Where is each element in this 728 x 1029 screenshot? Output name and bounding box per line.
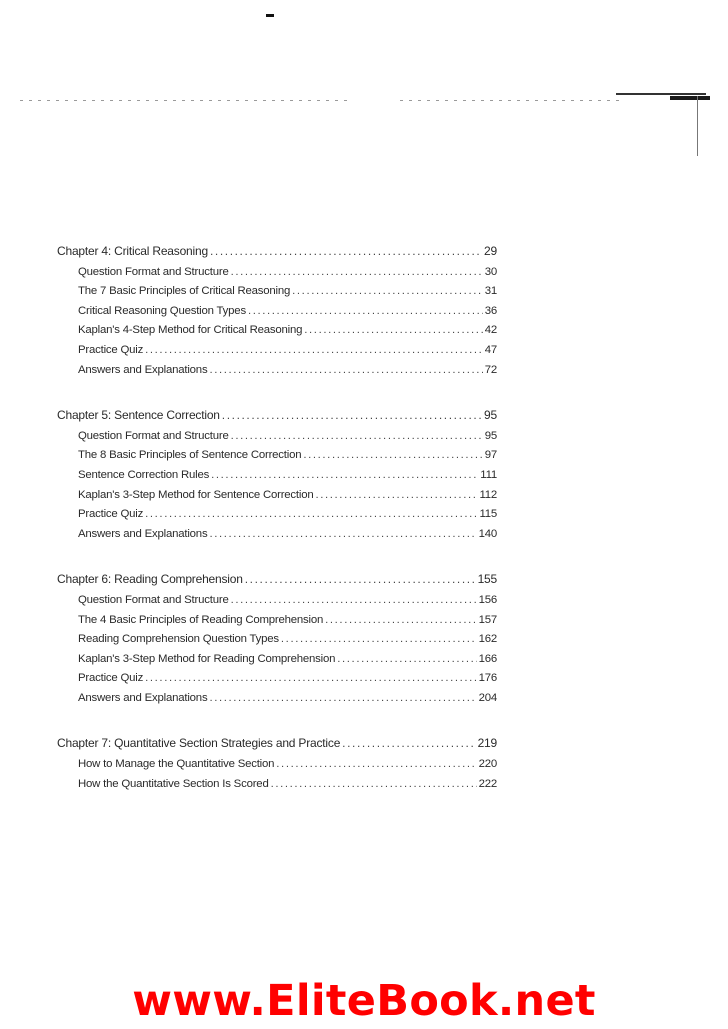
toc-chapter [57,570,497,708]
entry-title: Answers and Explanations [78,691,208,704]
leader-dots [209,689,476,709]
entry-title: Practice Quiz [78,343,144,356]
toc-chapter-heading[interactable] [57,570,497,590]
leader-dots [271,775,477,795]
leader-dots [276,755,476,775]
leader-dots [315,486,477,506]
entry-title: Sentence Correction Rules [78,468,210,481]
leader-dots [281,630,477,650]
entry-title: Kaplan's 4-Step Method for Critical Reasoning [78,324,303,337]
toc-entry[interactable] [57,755,497,775]
entry-page-number: 30 [484,265,497,278]
scan-edge-vertical [697,96,698,156]
entry-page-number: 156 [478,593,497,606]
toc-entry[interactable] [57,263,497,283]
toc-entry[interactable] [57,525,497,545]
leader-dots [292,282,483,302]
entry-page-number: 112 [479,488,497,501]
leader-dots [145,669,476,689]
entry-title: The 8 Basic Principles of Sentence Correction [78,449,302,462]
scan-edge-rule-dark [670,96,710,100]
toc-entry[interactable] [57,505,497,525]
toc-entry[interactable] [57,775,497,795]
entry-page-number: 31 [484,285,497,298]
entry-page-number: 220 [478,758,497,771]
chapter-title: Chapter 5: Sentence Correction [57,408,220,423]
scan-edge-rule [616,93,706,95]
leader-dots [145,505,477,525]
toc-entry[interactable] [57,427,497,447]
toc-entry[interactable] [57,302,497,322]
entry-title: Question Format and Structure [78,265,229,278]
toc-chapter-heading[interactable] [57,242,497,262]
toc-entry[interactable] [57,361,497,381]
leader-dots [245,570,476,590]
chapter-title: Chapter 4: Critical Reasoning [57,244,208,258]
entry-page-number: 95 [484,429,497,442]
table-of-contents [57,242,497,820]
entry-page-number: 140 [478,527,497,540]
entry-page-number: 176 [478,672,497,685]
leader-dots [337,650,476,670]
leader-dots [231,263,483,283]
entry-title: Question Format and Structure [78,593,229,606]
toc-entry[interactable] [57,282,497,302]
watermark: www.EliteBook.net [132,976,596,1026]
entry-page-number: 42 [484,324,497,337]
scan-line-right [400,100,620,101]
leader-dots [342,734,475,754]
leader-dots [209,525,476,545]
leader-dots [231,427,483,447]
entry-title: The 4 Basic Principles of Reading Comprehension [78,613,324,626]
entry-page-number: 47 [484,343,497,356]
entry-page-number: 157 [478,613,497,626]
leader-dots [209,361,482,381]
toc-entry[interactable] [57,689,497,709]
leader-dots [304,321,482,341]
leader-dots [145,341,483,361]
entry-title: Answers and Explanations [78,363,208,376]
chapter-page-number: 29 [484,244,497,258]
leader-dots [210,242,482,262]
entry-title: How the Quantitative Section Is Scored [78,777,269,790]
toc-entry[interactable] [57,669,497,689]
scan-line-left [20,100,350,101]
entry-page-number: 97 [484,449,497,462]
leader-dots [325,611,476,631]
entry-title: Practice Quiz [78,672,144,685]
entry-title: Practice Quiz [78,508,144,521]
toc-entry[interactable] [57,630,497,650]
entry-page-number: 36 [484,304,497,317]
toc-entry[interactable] [57,591,497,611]
entry-page-number: 72 [484,363,497,376]
entry-title: Question Format and Structure [78,429,229,442]
entry-title: Reading Comprehension Question Types [78,633,279,646]
entry-page-number: 204 [478,691,497,704]
chapter-page-number: 95 [484,408,497,423]
toc-entry[interactable] [57,466,497,486]
scan-mark-dash [266,14,274,17]
toc-chapter [57,734,497,794]
chapter-title: Chapter 7: Quantitative Section Strategies and Practice [57,736,341,751]
toc-entry[interactable] [57,650,497,670]
entry-page-number: 166 [478,652,497,665]
leader-dots [303,446,482,466]
toc-chapter [57,406,497,544]
entry-page-number: 162 [478,633,497,646]
entry-title: Kaplan's 3-Step Method for Reading Comprehension [78,652,336,665]
toc-chapter-heading[interactable] [57,734,497,754]
entry-title: Answers and Explanations [78,527,208,540]
leader-dots [222,406,482,426]
entry-title: Critical Reasoning Question Types [78,304,246,317]
toc-entry[interactable] [57,486,497,506]
chapter-page-number: 219 [477,736,497,751]
toc-chapter-heading[interactable] [57,406,497,426]
leader-dots [211,466,478,486]
entry-title: How to Manage the Quantitative Section [78,758,275,771]
entry-page-number: 115 [479,508,497,521]
entry-page-number: 222 [478,777,497,790]
toc-entry[interactable] [57,446,497,466]
toc-entry[interactable] [57,341,497,361]
toc-chapter [57,242,497,380]
leader-dots [248,302,483,322]
chapter-page-number: 155 [477,572,497,587]
entry-page-number: 111 [480,468,497,481]
leader-dots [231,591,477,611]
entry-title: Kaplan's 3-Step Method for Sentence Correction [78,488,314,501]
entry-title: The 7 Basic Principles of Critical Reasoning [78,285,291,298]
toc-entry[interactable] [57,321,497,341]
toc-entry[interactable] [57,611,497,631]
chapter-title: Chapter 6: Reading Comprehension [57,572,243,587]
